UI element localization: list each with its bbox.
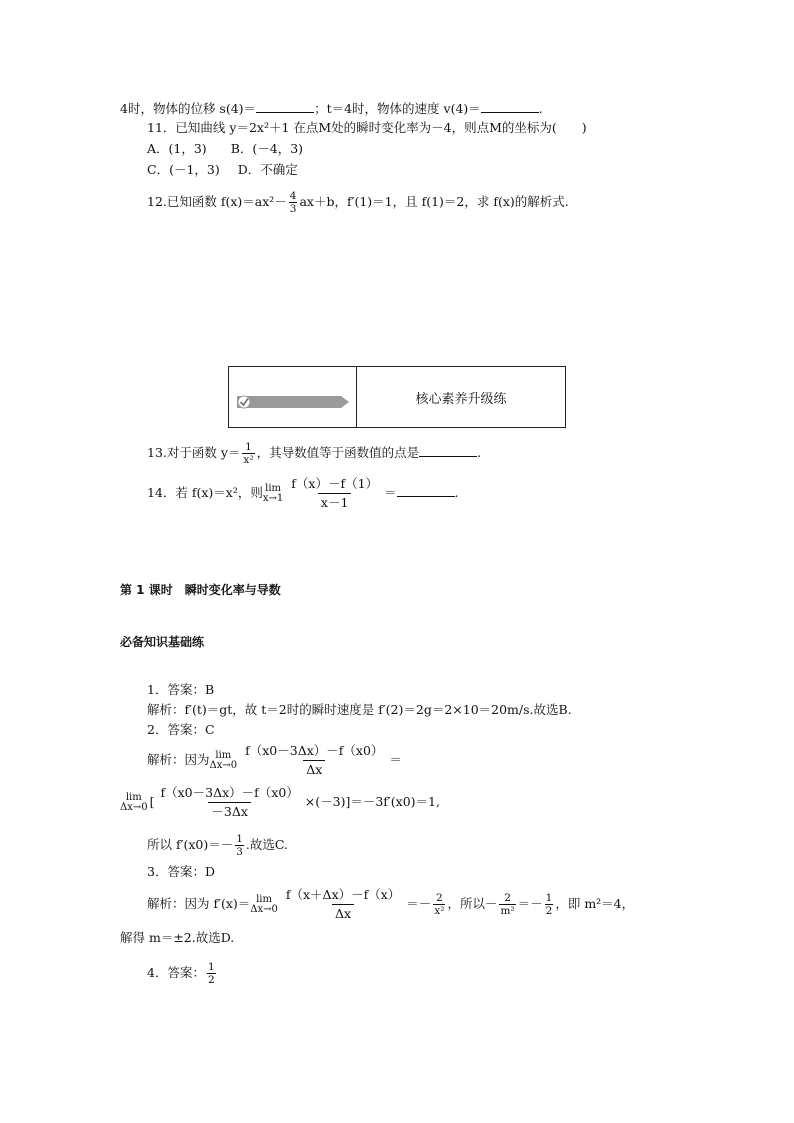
q11-options-row1 bbox=[147, 141, 303, 157]
q14-stem: 14．若 f(x)＝x²，则 lim x→1 $\frac{f(x)-f(1)}{x-1}$ ＝ . bbox=[147, 476, 459, 510]
check-badge-icon bbox=[229, 367, 355, 427]
answer-2-conclusion: 所以 f′(x0)＝－ $\frac{1}{3}$ .故选C. bbox=[147, 833, 288, 858]
limit-operator: lim Δx→0 bbox=[250, 893, 278, 915]
q12-stem: 12.已知函数 f(x)＝ax²－ $\frac{4}{3}$ ax＋b，f′(1)＝1，且 f(1)＝2，求 f(x)的解析式. bbox=[147, 190, 569, 215]
subsection-title: 必备知识基础练 bbox=[120, 635, 205, 649]
fraction: $\frac{1}{\text{x²}}$ bbox=[243, 441, 254, 466]
answer-2-explanation-line1: 解析：因为 lim Δx→0 $\frac{f(x0-3\Delta x)-f(x0)}{\Delta x}$ ＝ bbox=[147, 743, 402, 777]
fraction: $\frac{1}{2}$ bbox=[545, 892, 553, 917]
limit-operator: lim x→1 bbox=[262, 482, 284, 504]
section-banner bbox=[228, 366, 566, 428]
answer-blank bbox=[481, 100, 539, 113]
answer-blank bbox=[256, 100, 314, 113]
answer-2: 2．答案：C bbox=[147, 722, 215, 737]
fraction: $\frac{f(x0-3\Delta x)-f(x0)}{-3\Delta x}$ bbox=[160, 785, 299, 819]
banner-title: 核心素养升级练 bbox=[415, 391, 507, 407]
fraction: $\frac{4}{3}$ bbox=[289, 190, 297, 215]
fraction: $\frac{f(x)-f(1)}{x-1}$ bbox=[291, 476, 379, 510]
answer-blank bbox=[419, 444, 477, 457]
fraction: $\frac{f(x0-3\Delta x)-f(x0)}{\Delta x}$ bbox=[245, 743, 384, 777]
option-a: A．(1，3) bbox=[147, 141, 207, 156]
fraction: $\frac{2}{\text{m²}}$ bbox=[500, 892, 515, 917]
fraction: $\frac{2}{\text{x²}}$ bbox=[434, 892, 445, 917]
answer-3-explanation: 解析：因为 f′(x)＝ lim Δx→0 $\frac{f(x+\Delta x)-f(x)}{\Delta x}$ ＝－ $\frac{2}{\text{x²}}$ ，所以－ $\frac{2}{\text{m²}}$ ＝－ $\frac{1}{2}$ ，即 m²＝4， bbox=[147, 887, 635, 921]
answer-3-explanation-line2: 解得 m＝±2.故选D. bbox=[120, 930, 235, 945]
q13-stem: 13.对于函数 y＝ $\frac{1}{\text{x²}}$ ，其导数值等于函数值的点是 . bbox=[147, 441, 482, 466]
answer-1: 1．答案：B bbox=[147, 682, 215, 697]
limit-operator: lim Δx→0 bbox=[209, 749, 238, 771]
lesson-title: 第 1 课时 瞬时变化率与导数 bbox=[120, 583, 281, 597]
option-d: D．不确定 bbox=[237, 162, 298, 177]
q11-options-row2 bbox=[147, 162, 298, 178]
q11-stem: 11．已知曲线 y＝2x²＋1 在点M处的瞬时变化率为－4，则点M的坐标为( ) bbox=[147, 120, 587, 135]
limit-operator: lim Δx→0 bbox=[120, 791, 148, 813]
fraction: $\frac{f(x+\Delta x)-f(x)}{\Delta x}$ bbox=[285, 887, 401, 921]
answer-blank bbox=[397, 484, 455, 497]
fraction: $\frac{1}{2}$ bbox=[207, 961, 215, 986]
option-b: B．(－4，3) bbox=[230, 141, 304, 156]
banner-left-cell bbox=[229, 367, 357, 427]
fraction: $\frac{1}{3}$ bbox=[236, 833, 243, 858]
answer-4: 4．答案： $\frac{1}{2}$ bbox=[147, 961, 215, 986]
answer-1-explanation: 解析：f′(t)＝gt，故 t＝2时的瞬时速度是 f′(2)＝2g＝2×10＝20m/s.故选B. bbox=[147, 702, 572, 717]
answer-2-explanation-line2: lim Δx→0 [ $\frac{f(x0-3\Delta x)-f(x0)}{-3\Delta x}$ ×(－3)]＝－3f′(x0)＝1, bbox=[120, 785, 440, 819]
q10-continuation: 4时，物体的位移 s(4)＝ ；t＝4时，物体的速度 v(4)＝ . bbox=[120, 101, 543, 116]
option-c: C．(－1，3) bbox=[147, 162, 220, 177]
answer-3: 3．答案：D bbox=[147, 864, 215, 879]
